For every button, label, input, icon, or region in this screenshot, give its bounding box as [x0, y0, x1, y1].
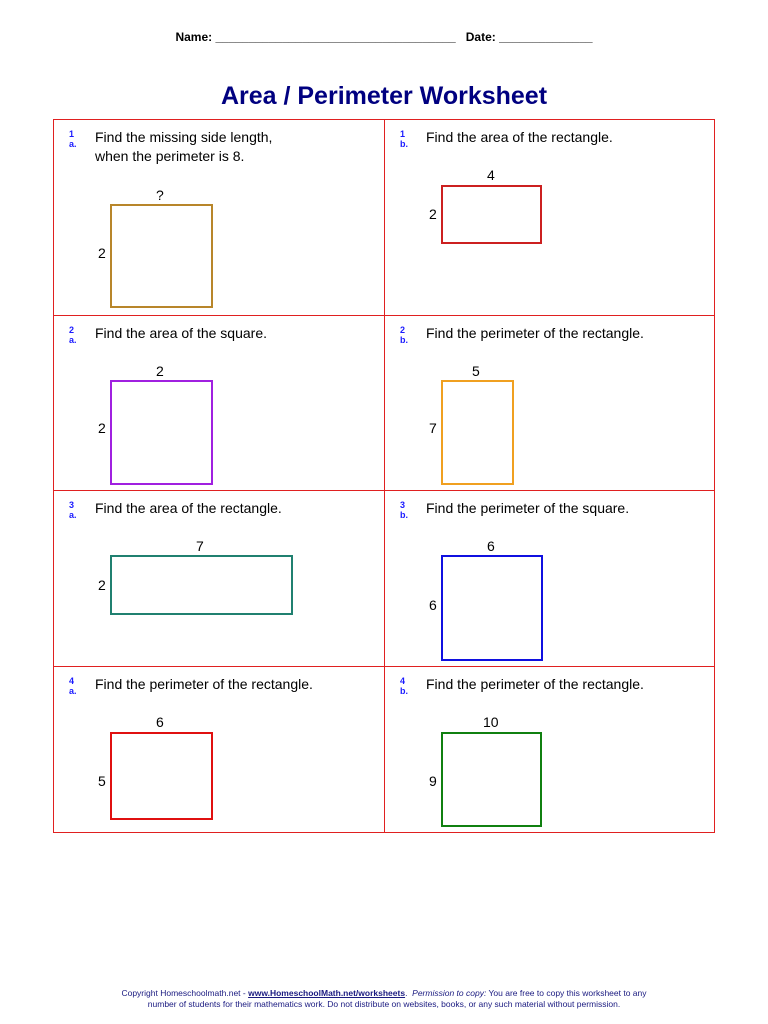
- problem-grid: [53, 119, 715, 833]
- top-dimension: 7: [196, 538, 204, 554]
- top-dimension: 6: [156, 714, 164, 730]
- homeschoolmath-link[interactable]: www.HomeschoolMath.net/worksheets: [248, 988, 406, 998]
- problem-question: Find the area of the square.: [95, 325, 267, 341]
- rectangle-shape: [441, 732, 542, 827]
- top-dimension: 5: [472, 363, 480, 379]
- side-dimension: 7: [429, 420, 437, 436]
- top-dimension: ?: [156, 187, 164, 203]
- top-dimension: 2: [156, 363, 164, 379]
- problem-question: Find the perimeter of the rectangle.: [426, 676, 644, 692]
- permission-label: Permission to copy:: [412, 988, 487, 998]
- grid-divider-row2: [54, 490, 714, 491]
- name-label: Name:: [175, 30, 213, 44]
- problem-question: Find the missing side length, when the perimeter is 8.: [95, 129, 273, 164]
- problem-question: Find the perimeter of the rectangle.: [95, 676, 313, 692]
- problem-number: 3 b.: [400, 500, 408, 520]
- rectangle-shape: [441, 185, 542, 244]
- problem-number: 1 b.: [400, 129, 408, 149]
- rectangle-shape: [110, 555, 293, 615]
- problem-number: 2 b.: [400, 325, 408, 345]
- problem-number: 1 a.: [69, 129, 77, 149]
- permission-text: You are free to copy this worksheet to any: [486, 988, 647, 998]
- top-dimension: 10: [483, 714, 499, 730]
- top-dimension: 6: [487, 538, 495, 554]
- square-shape: [441, 555, 543, 661]
- problem-question: Find the perimeter of the square.: [426, 500, 630, 516]
- problem-number: 4 a.: [69, 676, 77, 696]
- side-dimension: 2: [98, 420, 106, 436]
- problem-number: 3 a.: [69, 500, 77, 520]
- problem-number: 2 a.: [69, 325, 77, 345]
- problem-question: Find the area of the rectangle.: [426, 129, 613, 145]
- side-dimension: 2: [98, 577, 106, 593]
- grid-divider-row3: [54, 666, 714, 667]
- name-blank[interactable]: ____________________________________: [215, 30, 456, 44]
- footer-copyright: Copyright Homeschoolmath.net - www.HomeschoolMath.net/worksheets. Permission to copy: You are free to copy this worksheet to any number of students for their mathematics work. Do not distribute on websites, books, or any such material without permission.: [0, 988, 768, 1010]
- side-dimension: 9: [429, 773, 437, 789]
- page-title: Area / Perimeter Worksheet: [220, 82, 548, 110]
- side-dimension: 5: [98, 773, 106, 789]
- copyright-text: Copyright Homeschoolmath.net -: [121, 988, 249, 998]
- top-dimension: 4: [487, 167, 495, 183]
- problem-question: Find the perimeter of the rectangle.: [426, 325, 644, 341]
- permission-text-line2: number of students for their mathematics work. Do not distribute on websites, books, or any such material without permission.: [147, 999, 621, 1009]
- rectangle-shape: [441, 380, 514, 485]
- grid-divider-vertical: [384, 120, 385, 832]
- problem-number: 4 b.: [400, 676, 408, 696]
- side-dimension: 2: [98, 245, 106, 261]
- side-dimension: 6: [429, 597, 437, 613]
- side-dimension: 2: [429, 206, 437, 222]
- square-shape: [110, 204, 213, 308]
- rectangle-shape: [110, 732, 213, 820]
- date-blank[interactable]: ______________: [499, 30, 593, 44]
- problem-question: Find the area of the rectangle.: [95, 500, 282, 516]
- date-label: Date:: [465, 30, 496, 44]
- name-date-line: [0, 30, 768, 44]
- grid-divider-row1: [54, 315, 714, 316]
- square-shape: [110, 380, 213, 485]
